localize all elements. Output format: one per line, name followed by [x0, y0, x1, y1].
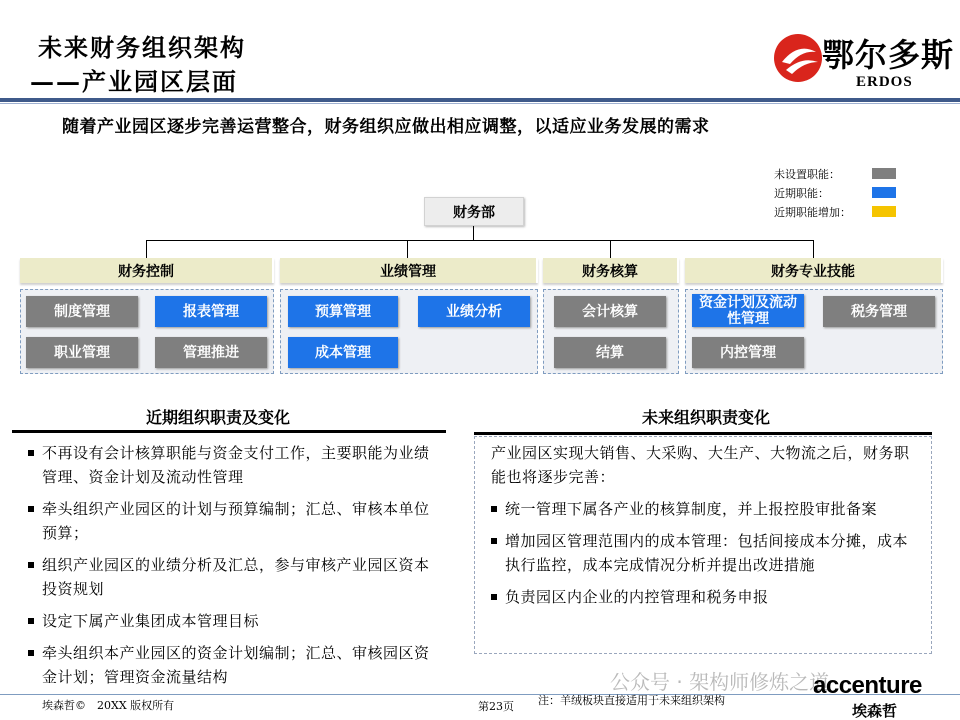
legend-label: 未设置职能： — [774, 167, 840, 181]
legend-item — [774, 202, 896, 221]
dept-header-professional: 财务专业技能 — [685, 258, 943, 283]
dept-header-performance: 业绩管理 — [280, 258, 538, 283]
list-item: 牵头组织本产业园区的资金计划编制；汇总、审核园区资金计划；管理资金流量结构 — [28, 641, 438, 689]
function-box: 预算管理 — [288, 296, 398, 327]
connector-line — [146, 240, 147, 258]
list-item: 负责园区内企业的内控管理和税务申报 — [491, 585, 919, 609]
legend-item — [774, 183, 896, 202]
function-box: 报表管理 — [155, 296, 267, 327]
slide-title: 未来财务组织架构 — [38, 33, 246, 62]
connector-line — [813, 240, 814, 258]
list-item: 统一管理下属各产业的核算制度，并上报控股审批备案 — [491, 497, 919, 521]
right-section-rule — [474, 432, 932, 435]
list-item: 不再设有会计核算职能与资金支付工作，主要职能为业绩管理、资金计划及流动性管理 — [28, 441, 438, 489]
list-item: 组织产业园区的业绩分析及汇总，参与审核产业园区资本投资规划 — [28, 553, 438, 601]
header-divider — [0, 98, 960, 102]
function-box: 职业管理 — [26, 337, 138, 368]
watermark-text: 公众号 · 架构师修炼之道 — [610, 670, 830, 694]
dept-header-finance-control: 财务控制 — [20, 258, 274, 283]
function-box: 内控管理 — [692, 337, 804, 368]
dept-header-accounting: 财务核算 — [543, 258, 679, 283]
footer-note: 注：羊绒板块直接适用于未来组织架构 — [538, 694, 725, 707]
accenture-logo-text: accenture — [813, 672, 922, 699]
header-divider-thin — [0, 103, 960, 104]
legend — [774, 164, 896, 221]
function-box: 税务管理 — [823, 296, 935, 327]
connector-line — [407, 240, 408, 258]
legend-swatch-yellow — [872, 206, 896, 217]
left-bullet-list — [28, 441, 438, 697]
legend-item — [774, 164, 896, 183]
logo-text-english: ERDOS — [856, 74, 913, 90]
function-box: 制度管理 — [26, 296, 138, 327]
slide-subtitle: ——产业园区层面 — [30, 67, 238, 96]
list-item: 设定下属产业集团成本管理目标 — [28, 609, 438, 633]
function-box: 结算 — [554, 337, 666, 368]
org-top-finance-dept: 财务部 — [424, 197, 524, 226]
right-intro-text: 产业园区实现大销售、大采购、大生产、大物流之后，财务职能也将逐步完善： — [491, 444, 910, 486]
list-item: 牵头组织产业园区的计划与预算编制；汇总、审核本单位预算； — [28, 497, 438, 545]
intro-text: 随着产业园区逐步完善运营整合，财务组织应做出相应调整，以适应业务发展的需求 — [62, 117, 710, 137]
function-box: 资金计划及流动性管理 — [692, 294, 804, 327]
function-box: 会计核算 — [554, 296, 666, 327]
function-box: 成本管理 — [288, 337, 398, 368]
right-content-box — [474, 436, 932, 654]
connector-line — [473, 226, 474, 240]
logo-text-chinese: 鄂尔多斯 — [822, 36, 955, 74]
right-bullet-list — [491, 497, 919, 609]
function-box: 管理推进 — [155, 337, 267, 368]
left-section-rule — [12, 430, 446, 433]
connector-line — [610, 240, 611, 258]
left-section-title: 近期组织职责及变化 — [146, 408, 291, 427]
function-box: 业绩分析 — [418, 296, 530, 327]
footer-copyright: 埃森哲© 20XX 版权所有 — [42, 699, 175, 712]
accenture-logo-chinese: 埃森哲 — [852, 702, 898, 720]
list-item: 增加园区管理范围内的成本管理：包括间接成本分摊，成本执行监控，成本完成情况分析并提出改进措施 — [491, 529, 919, 577]
legend-label: 近期职能： — [774, 186, 829, 200]
footer-page-number: 第23页 — [478, 700, 514, 713]
connector-line — [146, 240, 814, 241]
right-section-title: 未来组织职责变化 — [642, 408, 771, 427]
legend-swatch-blue — [872, 187, 896, 198]
legend-label: 近期职能增加： — [774, 205, 851, 219]
legend-swatch-gray — [872, 168, 896, 179]
